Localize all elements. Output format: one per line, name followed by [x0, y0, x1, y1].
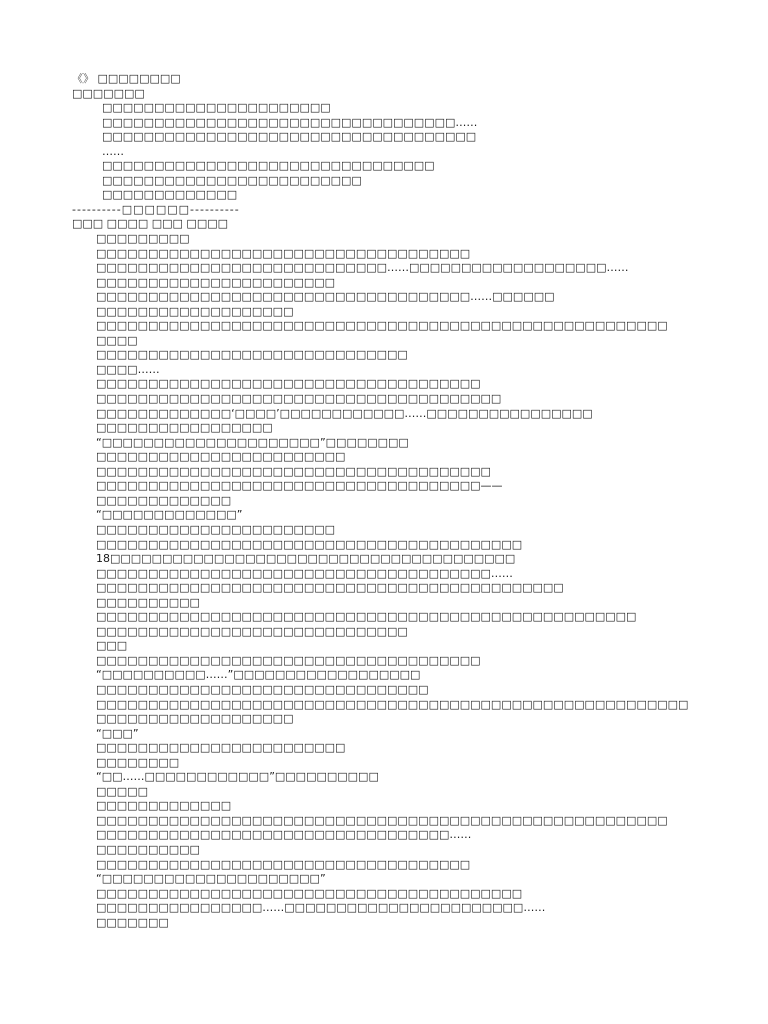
body-line: “□□□□□□□□□□……”□□□□□□□□□□□□□□□□□□ [96, 668, 421, 682]
body-line: □□□□□□□□□□□□□□□□□□□□□□□□□□□□□□□□□□□□ [96, 857, 471, 871]
body-line: □□□□□ [96, 784, 148, 798]
intro-block [72, 101, 712, 203]
body-line: □□□□□□□□□□ [96, 595, 200, 609]
body-line: □□□□□□□□□□ [96, 842, 200, 856]
body-line: □□□□□□□□□□□□□□□□□□□□□□□□□□□□□□□□□□□□□—— [96, 479, 503, 493]
body-line: □□□□□□□□□□□□□□□□□□□□□□□□□□□□□□□□□□□□□□□□□ [96, 886, 523, 900]
body-line: □□□□□□□□□□□□□□□□……□□□□□□□□□□□□□□□□□□□□□□□…… [96, 901, 546, 915]
section-separator: ----------□□□□□□---------- [72, 202, 240, 216]
body-line: □□□□□□□□□□□□□ [96, 799, 232, 813]
intro-line: □□□□□□□□□□□□□□□□□□□□□□□□□□□□□□□□ [102, 159, 435, 173]
body-block [72, 232, 712, 930]
body-line: □□□□□□□□□□□□□□□□□□□□□□□□□□□□□□□□□□□□ [96, 246, 471, 260]
intro-line: □□□□□□□□□□□□□□□□□□□□□□□□□□□□□□□□□□□□ [102, 130, 477, 144]
body-line: □□□□…… [96, 362, 160, 376]
body-line: 18□□□□□□□□□□□□□□□□□□□□□□□□□□□□□□□□□□□□□□□ [96, 552, 516, 566]
body-line: □□□□□□□□□□□□□□□□□ [96, 421, 273, 435]
body-line: □□□□□□□□□□□□□□□□□□□□□□□□□□□□□□□□□□□□□ [96, 653, 481, 667]
body-line: □□□□□□□□□□□□□□□□□□□ [96, 712, 294, 726]
body-line: □□□□□□□□□□□□□□□□□□□□□□□□□□□□□□□□□□…… [96, 828, 472, 842]
body-line: □□□□□□□□□□□□□□□□□□□□□□□□□□□□□□□□□□□□□□…… [96, 566, 513, 580]
body-line: □□□□□□□□□□□□□□□□□□□□□□□□□□□□□□□□□□□□□□□□□□□□□ [96, 581, 564, 595]
body-line: “□□□□□□□□□□□□□□□□□□□□□”□□□□□□□□ [96, 435, 409, 449]
body-line: □□□□□□□□□□□□□□□□□□□□□□□□□□□□□□□□□□□□□□□□□□□□□□□□□□□□ [96, 610, 637, 624]
document-subtitle: □□□□□□□ [72, 86, 145, 100]
body-line: □□□□□□□□□□□□□ [96, 493, 232, 507]
body-line: □□□□□□□□ [96, 755, 180, 769]
body-line: □□□□□□□□□□□□□□□□□□□□□□□□ [96, 450, 346, 464]
body-line: □□□□□□□□□□□□□□□□□□□□□□□□□□□□□□□□□□□□□ [96, 377, 481, 391]
body-line: □□□□□□□□□□□□□□□□□□□□□□□□□□□□□□□□ [96, 682, 429, 696]
intro-line: …… [102, 144, 124, 158]
body-line: □□□□□□□□□□□□□□□□□□□□□□□□□□□□□□□□□□□□□□□□□ [96, 537, 523, 551]
document-title: 《》 □□□□□□□□ [72, 72, 181, 85]
body-line: □□□□□□□□□□□□□□□□□□□□□□□□□□□□□□□□□□□□□□ [96, 464, 491, 478]
body-line: □□□□□□□ [96, 915, 169, 929]
body-line: □□□□□□□□□□□□□□□□□□□□□□□□□□□□□□□□□□□□□□□□□□□□□□□□□□□□□□□ [96, 813, 668, 827]
body-line: □□□□□□□□□□□□□□□□□□□□□□□□ [96, 741, 346, 755]
intro-line: □□□□□□□□□□□□□□□□□□□□□□□□□□□□□□□□□□…… [102, 115, 478, 129]
body-line: “□□□□□□□□□□□□□□□□□□□□□” [96, 872, 326, 886]
body-line: “□□……□□□□□□□□□□□□”□□□□□□□□□□ [96, 770, 379, 784]
body-line: □□□ [96, 639, 128, 653]
body-line: □□□□□□□□□□□□□□□□□□□□□□□□□□□□□□□□□□□□□□□□□□□□□□□□□□□□□□□□□ [96, 697, 689, 711]
body-line: □□□□□□□□□□□□□□□□□□□□□□□ [96, 275, 336, 289]
body-line: □□□□□□□□□□□□□□□□□□□□□□□□□□□□□□ [96, 348, 408, 362]
body-line: “□□□□□□□□□□□□□” [96, 508, 243, 522]
body-line: □□□□□□□□□□□□□□□□□□□ [96, 304, 294, 318]
body-line: □□□□□□□□□□□□□□□□□□□□□□□□□□□□□□□□□□□□□□□ [96, 392, 502, 406]
body-line: □□□□ [96, 333, 138, 347]
body-line: □□□□□□□□□□□□□□□□□□□□□□□ [96, 522, 336, 536]
body-line: □□□□□□□□□ [96, 232, 190, 246]
body-line: □□□□□□□□□□□□□□□□□□□□□□□□□□□□……□□□□□□□□□□□□□□□□□□□…… [96, 261, 629, 275]
document-text [72, 72, 712, 930]
body-line: “□□□” [96, 726, 139, 740]
body-line: □□□□□□□□□□□□□□□□□□□□□□□□□□□□□□□□□□□□……□□□□□□ [96, 290, 555, 304]
chapter-heading: □□□ □□□□ □□□ □□□□ [72, 217, 228, 231]
body-line: □□□□□□□□□□□□□‘□□□□’□□□□□□□□□□□□……□□□□□□□□□□□□□□□□ [96, 406, 593, 420]
intro-line: □□□□□□□□□□□□□□□□□□□□□□ [102, 101, 331, 115]
intro-line: □□□□□□□□□□□□□□□□□□□□□□□□□ [102, 173, 362, 187]
body-line: □□□□□□□□□□□□□□□□□□□□□□□□□□□□□□ [96, 624, 408, 638]
body-line: □□□□□□□□□□□□□□□□□□□□□□□□□□□□□□□□□□□□□□□□□□□□□□□□□□□□□□□ [96, 319, 668, 333]
intro-line: □□□□□□□□□□□□□ [102, 188, 238, 202]
